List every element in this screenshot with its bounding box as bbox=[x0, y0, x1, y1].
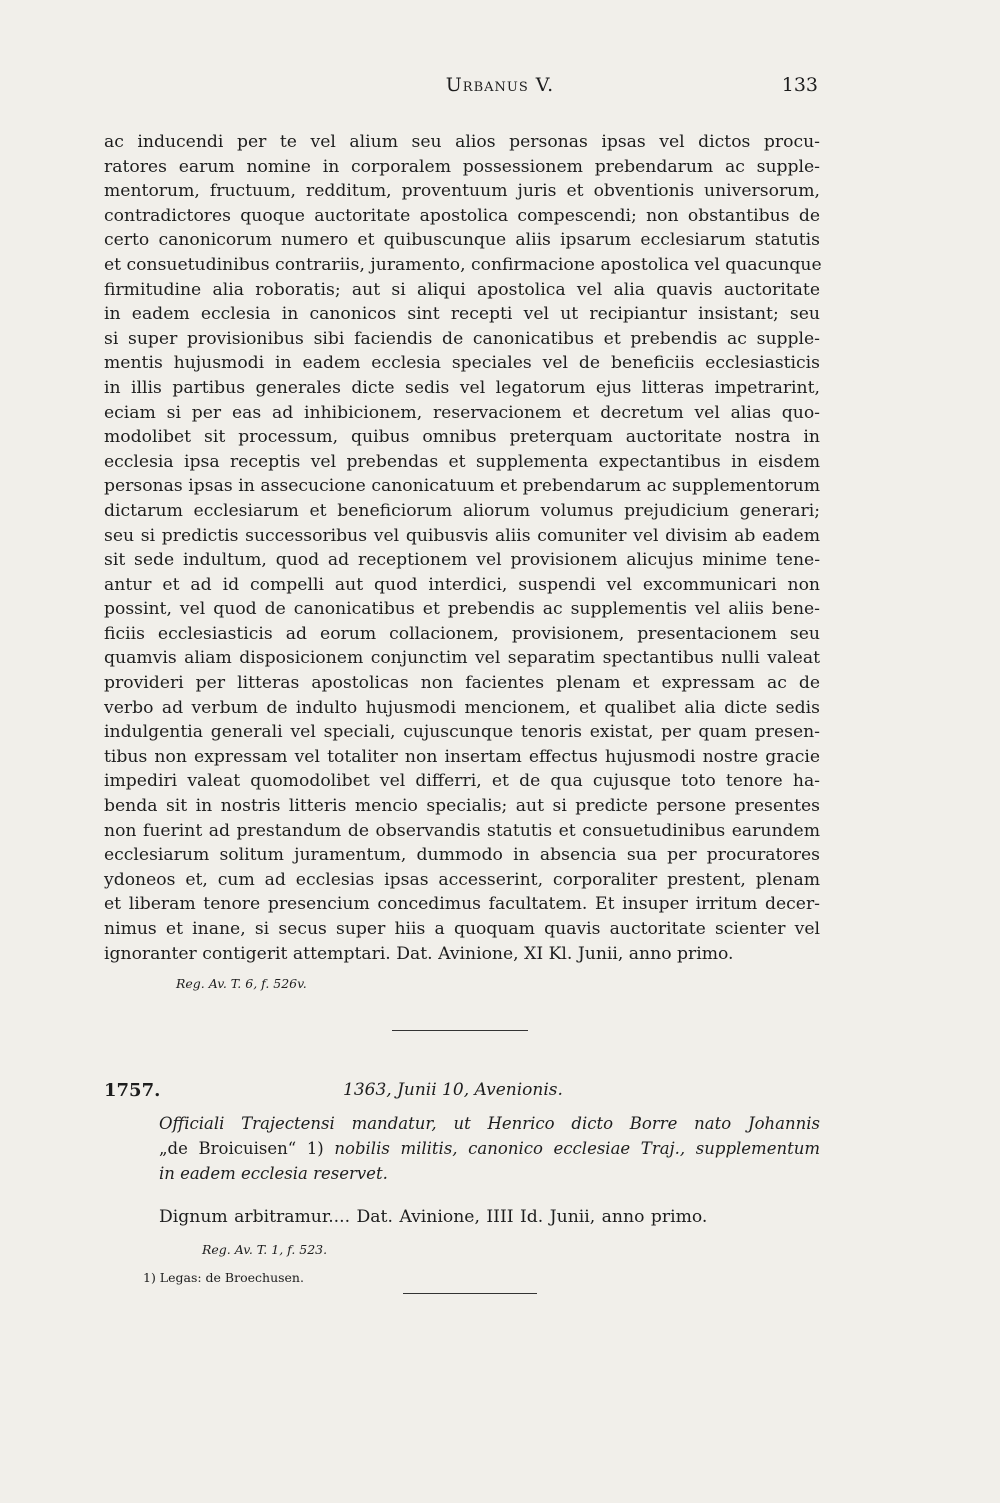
body-line: non fuerint ad prestandum de observandis statutis et consuetudinibus earundem bbox=[104, 820, 820, 841]
body-line: eciam si per eas ad inhibicionem, reservacionem et decretum vel alias quo- bbox=[104, 402, 820, 423]
body-line: provideri per litteras apostolicas non facientes plenam et expressam ac de bbox=[104, 673, 820, 694]
body-line: impediri valeat quomodolibet vel differri, et de qua cujusque toto tenore ha- bbox=[104, 771, 820, 792]
body-line: ignoranter contigerit attemptari. Dat. Avinione, XI Kl. Junii, anno primo. bbox=[104, 943, 734, 964]
body-line: ratores earum nomine in corporalem possessionem prebendarum ac supple- bbox=[104, 156, 820, 177]
body-line: certo canonicorum numero et quibuscunque aliis ipsarum ecclesiarum statutis bbox=[104, 230, 820, 251]
body-line: dictarum ecclesiarum et beneficiorum aliorum volumus prejudicium generari; bbox=[104, 500, 820, 521]
summary-line: Officiali Trajectensi mandatur, ut Henrico dicto Borre nato Johannis bbox=[159, 1114, 820, 1133]
summary-text: nobilis militis, canonico ecclesiae Traj., supplementum bbox=[334, 1139, 820, 1158]
body-text bbox=[104, 130, 820, 966]
body-line: in eadem ecclesia in canonicos sint recepti vel ut recipiantur insistant; seu bbox=[104, 304, 820, 325]
body-line: contradictores quoque auctoritate apostolica compescendi; non obstantibus de bbox=[104, 205, 820, 226]
document-incipit: Dignum arbitramur.... Dat. Avinione, IIII Id. Junii, anno primo. bbox=[159, 1207, 708, 1227]
document-number: 1757. bbox=[104, 1080, 161, 1101]
body-line: et consuetudinibus contrariis, juramento, confirmacione apostolica vel quacunque bbox=[104, 254, 822, 275]
body-line: ydoneos et, cum ad ecclesias ipsas accesserint, corporaliter prestent, plenam bbox=[104, 869, 820, 890]
body-line: indulgentia generali vel speciali, cujuscunque tenoris existat, per quam presen- bbox=[104, 722, 820, 743]
section-divider bbox=[392, 1030, 528, 1031]
summary-line bbox=[159, 1136, 820, 1161]
footnote: 1) Legas: de Broechusen. bbox=[143, 1270, 304, 1285]
body-line: modolibet sit processum, quibus omnibus preterquam auctoritate nostra in bbox=[104, 427, 820, 448]
body-line: seu si predictis successoribus vel quibusvis aliis comuniter vel divisim ab eadem bbox=[104, 525, 820, 546]
body-line: nimus et inane, si secus super hiis a quoquam quavis auctoritate scienter vel bbox=[104, 919, 820, 939]
footnote-divider bbox=[403, 1293, 537, 1294]
summary-quoted-name: „de Broicuisen“ 1) bbox=[159, 1139, 324, 1158]
body-line: possint, vel quod de canonicatibus et prebendis ac supplementis vel aliis bene- bbox=[104, 599, 820, 620]
body-line: mentorum, fructuum, redditum, proventuum juris et obventionis universorum, bbox=[104, 181, 820, 202]
running-header-title: Urbanus V. bbox=[445, 74, 555, 96]
body-line: personas ipsas in assecucione canonicatuum et prebendarum ac supplementorum bbox=[104, 476, 820, 497]
body-line: firmitudine alia roboratis; aut si aliqui apostolica vel alia quavis auctoritate bbox=[104, 279, 820, 300]
page-number: 133 bbox=[781, 74, 818, 96]
body-line: tibus non expressam vel totaliter non insertam effectus hujusmodi nostre gracie bbox=[104, 746, 820, 767]
register-reference: Reg. Av. T. 1, f. 523. bbox=[202, 1242, 328, 1257]
body-line: ecclesia ipsa receptis vel prebendas et supplementa expectantibus in eisdem bbox=[104, 451, 820, 472]
document-date: 1363, Junii 10, Avenionis. bbox=[343, 1080, 563, 1100]
body-line: ficiis ecclesiasticis ad eorum collacionem, provisionem, presentacionem seu bbox=[104, 623, 820, 644]
body-line: benda sit in nostris litteris mencio specialis; aut si predicte persone presentes bbox=[104, 796, 820, 817]
body-line: si super provisionibus sibi faciendis de canonicatibus et prebendis ac supple- bbox=[104, 328, 820, 349]
body-line: sit sede indultum, quod ad receptionem vel provisionem alicujus minime tene- bbox=[104, 550, 820, 571]
body-line: verbo ad verbum de indulto hujusmodi mencionem, et qualibet alia dicte sedis bbox=[104, 697, 820, 718]
body-line: quamvis aliam disposicionem conjunctim vel separatim spectantibus nulli valeat bbox=[104, 648, 820, 669]
summary-line: in eadem ecclesia reservet. bbox=[159, 1164, 388, 1183]
body-line: ecclesiarum solitum juramentum, dummodo in absencia sua per procuratores bbox=[104, 845, 820, 866]
register-reference: Reg. Av. T. 6, f. 526v. bbox=[176, 976, 307, 991]
body-line: mentis hujusmodi in eadem ecclesia speciales vel de beneficiis ecclesiasticis bbox=[104, 353, 820, 374]
body-line: antur et ad id compelli aut quod interdici, suspendi vel excommunicari non bbox=[104, 574, 820, 595]
body-line: in illis partibus generales dicte sedis vel legatorum ejus litteras impetrarint, bbox=[104, 377, 820, 398]
document-summary bbox=[159, 1111, 820, 1186]
body-line: et liberam tenore presencium concedimus facultatem. Et insuper irritum decer- bbox=[104, 894, 820, 915]
body-line: ac inducendi per te vel alium seu alios personas ipsas vel dictos procu- bbox=[104, 132, 820, 152]
